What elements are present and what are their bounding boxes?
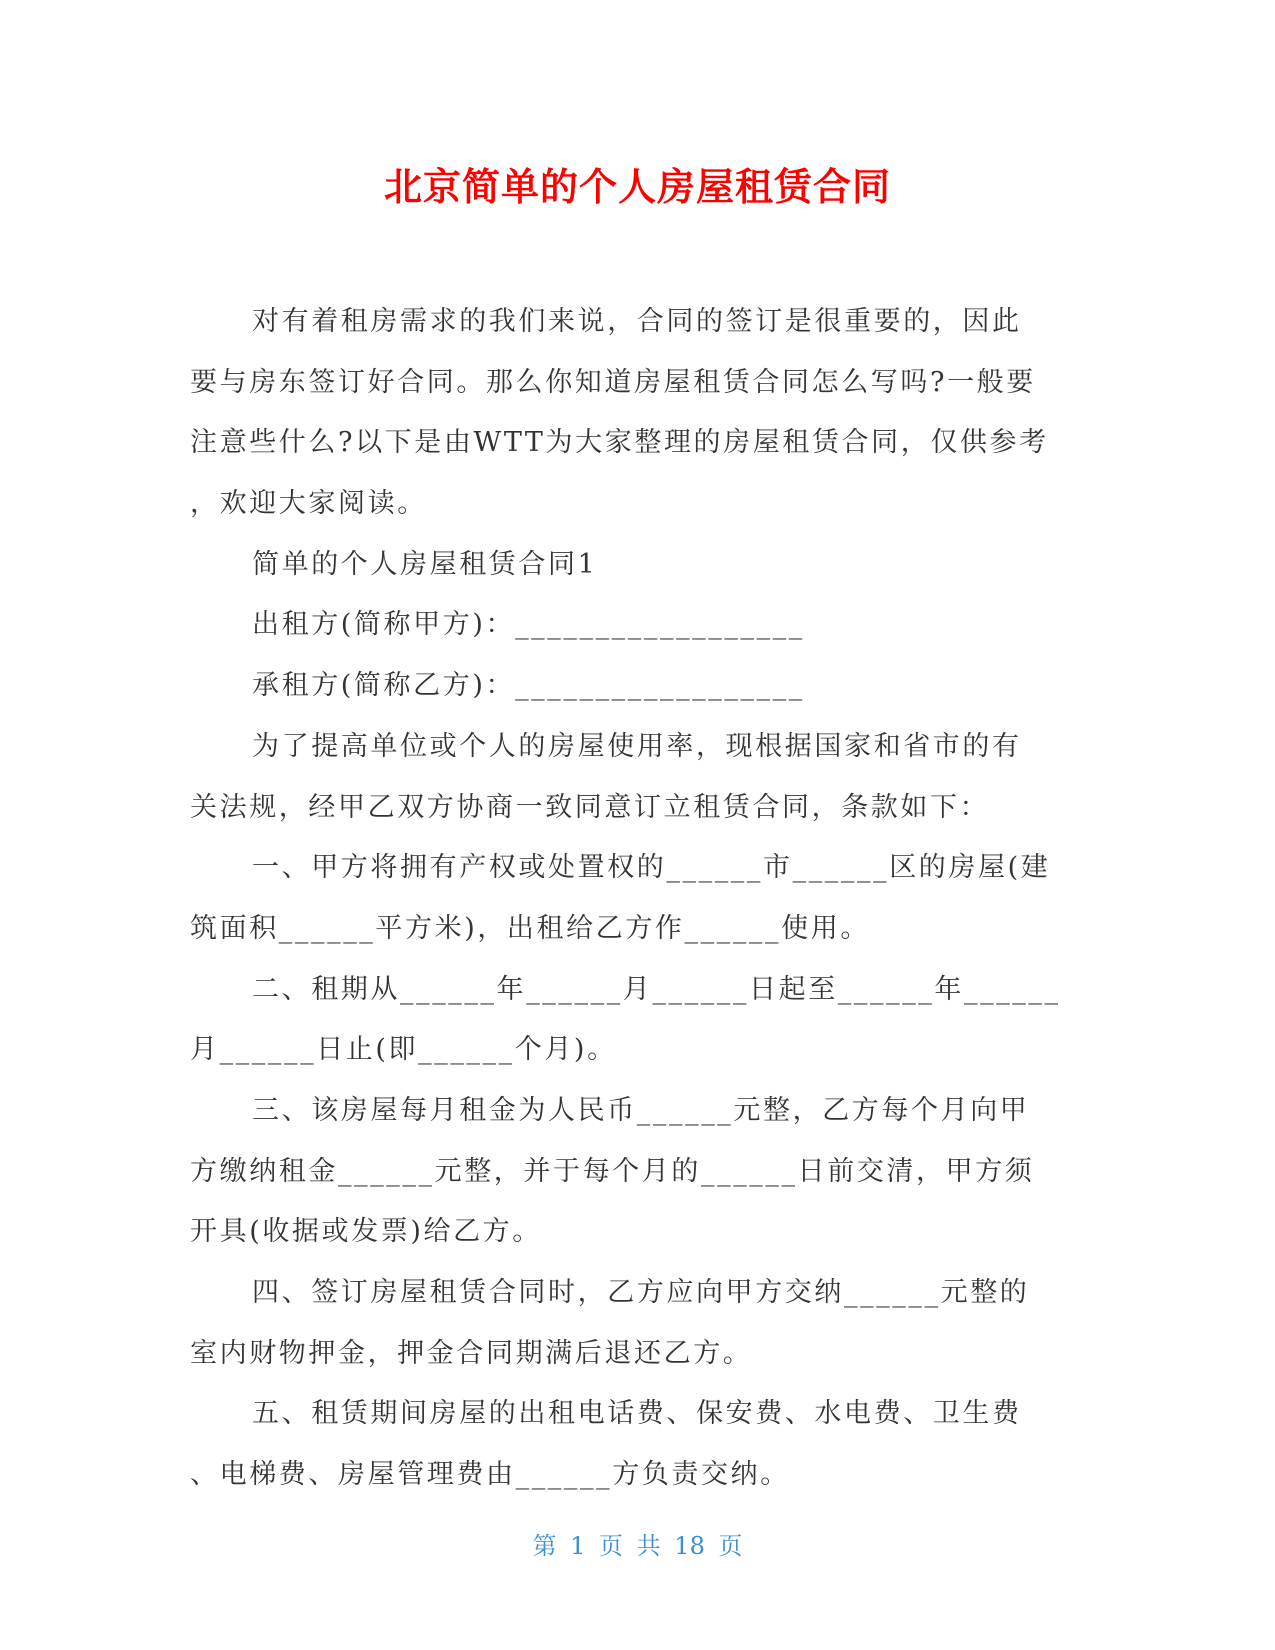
document-title: 北京简单的个人房屋租赁合同: [383, 165, 891, 209]
lessee-line: 承租方(简称乙方)：__________________: [252, 670, 805, 702]
clause-5-line: 五、租赁期间房屋的出租电话费、保安费、水电费、卫生费: [252, 1398, 1022, 1430]
clause-4-line: 四、签订房屋租赁合同时，乙方应向甲方交纳______元整的: [252, 1277, 1030, 1308]
clause-5-line: 、电梯费、房屋管理费由______方负责交纳。: [190, 1459, 790, 1491]
paragraph-line: 对有着租房需求的我们来说，合同的签订是很重要的，因此: [252, 306, 1022, 337]
paragraph-line: 为了提高单位或个人的房屋使用率，现根据国家和省市的有: [252, 730, 1022, 762]
document-body: [190, 292, 1090, 1506]
contract-heading: 简单的个人房屋租赁合同1: [252, 548, 598, 580]
clause-1-line: 筑面积______平方米)，出租给乙方作______使用。: [190, 912, 870, 944]
clause-2-line: 二、租期从______年______月______日起至______年______: [252, 973, 1061, 1005]
page-number-footer: 第 1 页 共 18 页: [532, 1532, 743, 1560]
clause-3-line: 方缴纳租金______元整，并于每个月的______日前交清，甲方须: [190, 1155, 1035, 1187]
clause-3-line: 三、该房屋每月租金为人民币______元整，乙方每个月向甲: [252, 1094, 1030, 1126]
clause-3-line: 开具(收据或发票)给乙方。: [190, 1216, 542, 1248]
clause-4-line: 室内财物押金，押金合同期满后退还乙方。: [190, 1337, 753, 1369]
lessor-line: 出租方(简称甲方)：__________________: [252, 609, 805, 641]
clause-1-line: 一、甲方将拥有产权或处置权的______市______区的房屋(建: [252, 852, 1051, 884]
paragraph-line: 注意些什么?以下是由WTT为大家整理的房屋租赁合同，仅供参考: [190, 427, 1049, 459]
paragraph-line: 关法规，经甲乙双方协商一致同意订立租赁合同，条款如下：: [190, 791, 990, 823]
clause-2-line: 月______日止(即______个月)。: [190, 1034, 617, 1066]
paragraph-line: ，欢迎大家阅读。: [190, 488, 427, 520]
paragraph-line: 要与房东签订好合同。那么你知道房屋租赁合同怎么写吗?一般要: [190, 366, 1036, 398]
